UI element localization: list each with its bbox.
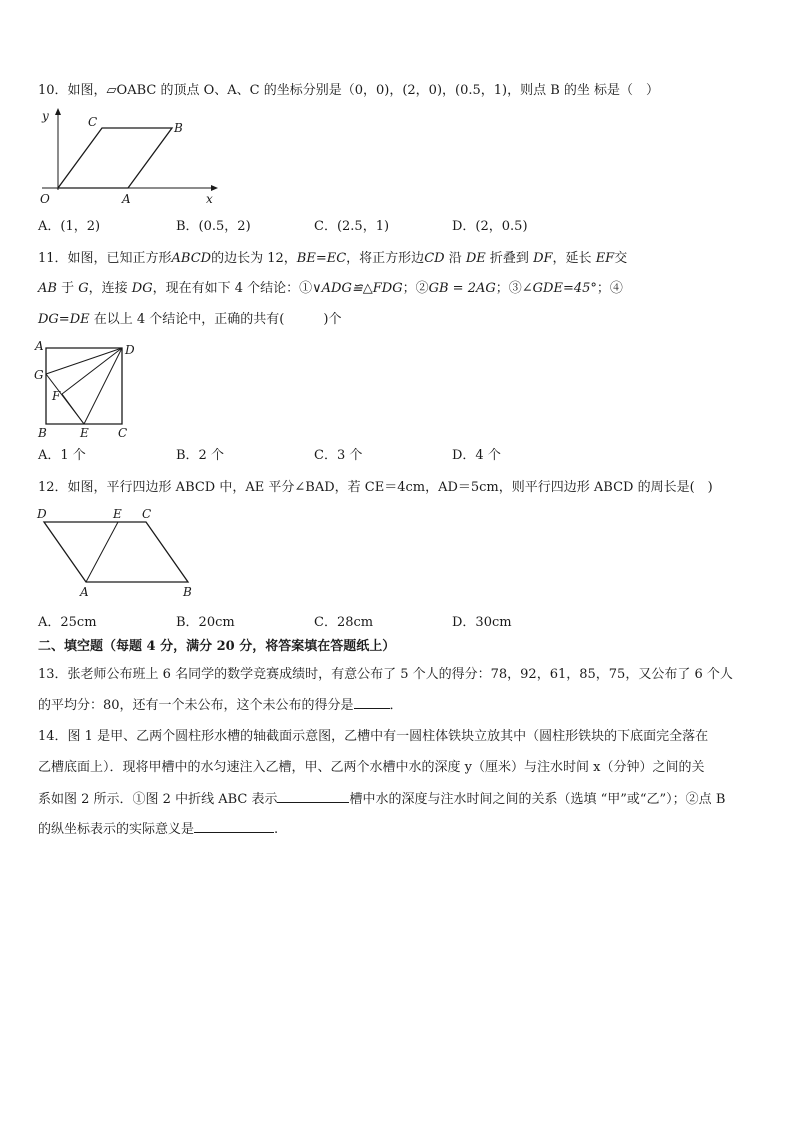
q13-answer-blank[interactable]	[354, 696, 390, 709]
q12-label-e: E	[113, 507, 122, 521]
section-fill-in-title: 二、填空题（每题 4 分，满分 20 分，将答案填在答题纸上）	[38, 639, 396, 654]
q11-label-f: F	[52, 389, 61, 403]
q12-segment-ae	[86, 522, 118, 582]
q11-label-e: E	[80, 426, 89, 440]
q11-stem-line1: 11．如图，已知正方形ABCD的边长为 12，BE=EC，将正方形边CD 沿 DE 折叠到 DF，延长 EF交	[38, 251, 628, 266]
q10-option-c: C．(2.5，1)	[314, 219, 390, 234]
q14-stem-line1: 14．图 1 是甲、乙两个圆柱形水槽的轴截面示意图，乙槽中有一圆柱体铁块立放其中（圆柱形铁块的下底面完全落在	[38, 729, 709, 744]
q11-square	[46, 348, 122, 424]
q10-label-a: A	[122, 192, 131, 206]
q14-answer-blank-2[interactable]	[194, 820, 274, 833]
q14-answer-blank-1[interactable]	[277, 790, 349, 803]
q10-label-b: B	[174, 121, 183, 135]
q11-segment-ef	[62, 394, 84, 424]
q12-parallelogram	[44, 522, 188, 582]
q12-figure	[34, 504, 214, 599]
q10-stem: 10．如图，▱OABC 的顶点 O、A、C 的坐标分别是（0，0)，(2，0)，(0.5，1)，则点 B 的坐 标是（ ）	[38, 83, 660, 98]
q11-stem-line2: AB 于 G，连接 DG，现在有如下 4 个结论：①∨ADG≌△FDG；②GB = 2AG；③∠GDE=45°；④	[38, 281, 623, 296]
q14-stem-line2: 乙槽底面上）．现将甲槽中的水匀速注入乙槽，甲、乙两个水槽中水的深度 y（厘米）与注水时间 x（分钟）之间的关	[38, 760, 705, 775]
q12-label-b: B	[183, 585, 192, 599]
q10-x-arrow	[211, 185, 218, 191]
q10-figure	[34, 106, 234, 206]
q10-option-d: D．(2，0.5)	[452, 219, 528, 234]
q14-stem-line4: 的纵坐标表示的实际意义是 .	[38, 822, 279, 837]
q10-y-arrow	[55, 108, 61, 115]
q10-label-x: x	[206, 192, 213, 206]
q10-option-b: B．(0.5，2)	[176, 219, 251, 234]
q13-stem-line1: 13．张老师公布班上 6 名同学的数学竞赛成绩时，有意公布了 5 个人的得分：78，92，61，85，75，又公布了 6 个人	[38, 667, 733, 682]
q14-stem-line3: 系如图 2 所示．①图 2 中折线 ABC 表示 槽中水的深度与注水时间之间的关系（选填 “甲”或“乙”）；②点 B	[38, 792, 726, 807]
q10-label-y: y	[42, 109, 49, 123]
q12-label-a: A	[80, 585, 89, 599]
q11-label-g: G	[34, 368, 44, 382]
q12-label-d: D	[37, 507, 47, 521]
q12-stem: 12．如图，平行四边形 ABCD 中，AE 平分∠BAD，若 CE＝4cm，AD＝5cm，则平行四边形 ABCD 的周长是( )	[38, 480, 713, 495]
q11-figure	[32, 338, 142, 438]
q11-label-a: A	[35, 339, 44, 353]
q12-option-c: C．28cm	[314, 615, 374, 630]
q10-option-a: A．(1，2)	[38, 219, 101, 234]
q12-option-d: D．30cm	[452, 615, 512, 630]
q11-option-a: A．1 个	[38, 448, 86, 463]
q11-label-c: C	[118, 426, 128, 440]
q11-label-d: D	[125, 343, 135, 357]
q11-segment-df	[62, 348, 122, 394]
q13-stem-line2: 的平均分：80，还有一个未公布，这个未公布的得分是 ．	[38, 698, 403, 713]
q10-label-c: C	[88, 115, 98, 129]
q11-stem-line3: DG=DE 在以上 4 个结论中，正确的共有( )个	[38, 312, 342, 327]
q12-option-a: A．25cm	[38, 615, 97, 630]
q10-parallelogram	[58, 128, 172, 188]
q11-option-b: B．2 个	[176, 448, 224, 463]
q10-label-o: O	[40, 192, 50, 206]
q11-option-c: C．3 个	[314, 448, 363, 463]
q12-option-b: B．20cm	[176, 615, 235, 630]
q11-option-d: D．4 个	[452, 448, 501, 463]
q11-label-b: B	[38, 426, 47, 440]
q12-label-c: C	[142, 507, 152, 521]
